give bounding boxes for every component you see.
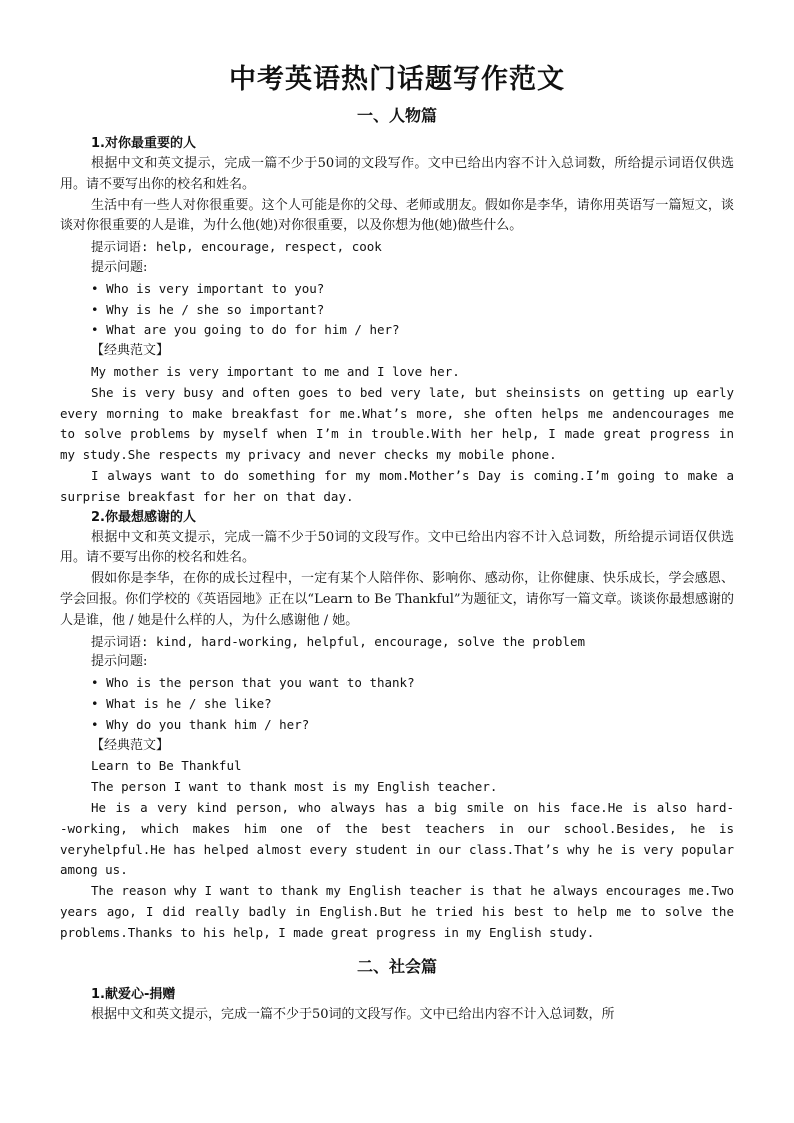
topic-heading: 1.献爱心-捐赠 [91,987,176,1003]
hint-question: • Who is the person that you want to thank? [60,673,734,694]
hint-question: • Why do you thank him / her? [60,715,734,736]
hint-questions-label: 提示问题: [91,259,148,275]
section-heading-people: 一、人物篇 [356,106,437,125]
essay-title: Learn to Be Thankful [91,758,242,774]
document-page [60,62,734,1026]
essay-paragraph: He is a very kind person, who always has a big smile on his face.He is also hard-‑working, which makes him one of the best teachers in our school.Besides, he is veryhelpful.He has helped almost every student in our class.That’s why he is very popular among us. [60,799,734,878]
task-scenario: 生活中有一些人对你很重要。这个人可能是你的父母、老师或朋友。假如你是李华，请你用英语写一篇短文，谈谈对你很重要的人是谁，为什么他(她)对你很重要，以及你想为他(她)做些什么。 [60,197,734,234]
spacer [60,943,734,953]
task-requirement: 根据中文和英文提示，完成一篇不少于50词的文段写作。文中已给出内容不计入总词数，所给提示词语仅供选用。请不要写出你的校名和姓名。 [60,529,734,566]
sample-essay-label: 【经典范文】 [91,343,170,359]
page-title: 中考英语热门话题写作范文 [229,64,565,95]
hint-words: 提示词语: kind, hard-working, helpful, encourage, solve the problem [91,633,586,649]
essay-paragraph: The reason why I want to thank my English teacher is that he always encourages me.Two years ago, I did really badly in English.But he tried his best to help me to solve the problems.Thanks to his help, I made great progress in my English study. [60,883,734,940]
topic-heading: 1.对你最重要的人 [91,136,196,151]
essay-paragraph: The person I want to thank most is my English teacher. [91,779,498,795]
sample-essay-label: 【经典范文】 [91,737,170,753]
hint-words: 提示词语: help, encourage, respect, cook [91,239,382,255]
task-requirement: 根据中文和英文提示，完成一篇不少于50词的文段写作。文中已给出内容不计入总词数，所给提示词语仅供选用。请不要写出你的校名和姓名。 [60,156,734,192]
topic-heading: 2.你最想感谢的人 [91,509,196,525]
hint-question: • What is he / she like? [60,694,734,715]
section-heading-society: 二、社会篇 [356,957,437,977]
hint-question: • What are you going to do for him / her? [60,320,734,341]
essay-paragraph: She is very busy and often goes to bed very late, but sheinsists on getting up early every morning to make breakfast for me.What’s more, she often helps me andencourages me to solve problems by myself when I’m in trouble.With her help, I made great progress in my study.She respects my privacy and never checks my mobile phone. [60,384,734,463]
hint-question: • Who is very important to you? [60,279,734,300]
essay-paragraph: My mother is very important to me and I love her. [91,363,460,379]
task-scenario: 假如你是李华，在你的成长过程中，一定有某个人陪伴你、影响你、感动你，让你健康、快乐成长，学会感恩、学会回报。你们学校的《英语园地》正在以“Learn to Be Thankful”为题征文，请你写一篇文章。谈谈你最想感谢的人是谁，他 / 她是什么样的人，为什么感谢他 / 她。 [60,571,734,628]
task-requirement: 根据中文和英文提示，完成一篇不少于50词的文段写作。文中已给出内容不计入总词数，所 [91,1007,615,1023]
hint-questions-label: 提示问题: [91,654,148,670]
essay-paragraph: I always want to do something for my mom.Mother’s Day is coming.I’m going to make a surprise breakfast for her on that day. [60,467,734,504]
hint-question: • Why is he / she so important? [60,300,734,321]
